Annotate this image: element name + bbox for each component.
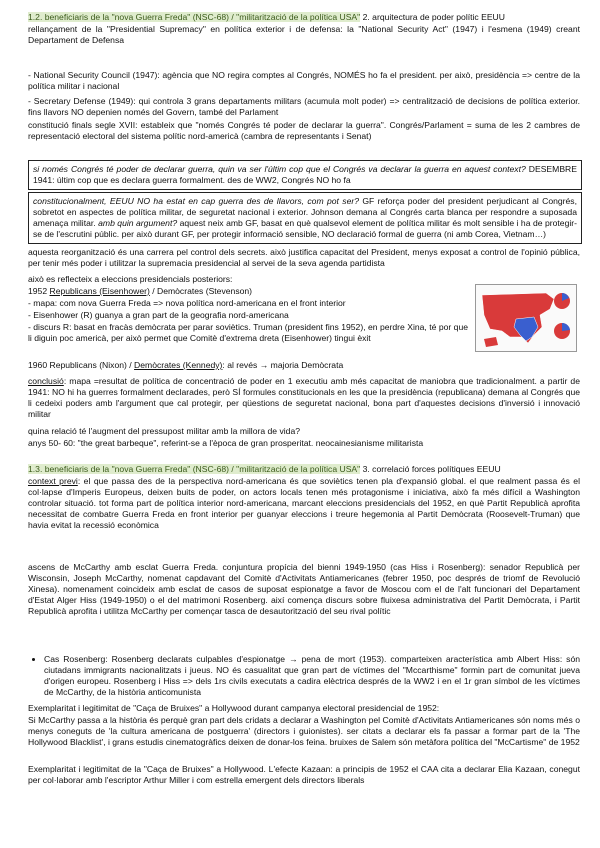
election-map-1952 xyxy=(475,284,577,352)
question-box-2: constitucionalment, EEUU NO ha estat en cap guerra des de llavors, com pot ser? GF reforça poder del president perjudicant al Congrés, sobretot en aspectes de política militar, de seguretat nacional i exterior. Johnson demana al Congrés carta blanca per respondre a suposada amenaça militar. amb quin argument? aquest neix amb GF, basat en què qualsevol element de política militar és molt sensible i ha de protegir-se de l'escrutini públic. per això durant GF, per protegir informació sensible, NO declaració formal de guerra (ni amb Corea, Vietnam…) xyxy=(28,192,582,244)
question-box-1: si només Congrés té poder de declarar guerra, quin va ser l'últim cop que el Congrés va declarar la guerra en aquest context? DESEMBRE 1941: últim cop que es declara guerra formalment. des de WW2, Congrés NO ho fa xyxy=(28,160,582,190)
hollywood-blacklist-paragraph: Si McCarthy passa a la història és perquè gran part dels cridats a declarar a Washington pel Comitè d'Activitats Antiamericanes són noms més o menys coneguts de 'la cultura americana de postguerra' (directors i guionistes). ser citats a declarar els fa passar a formar part de la 'The Hollywood Blacklist', i grans estudis cinematogràfics deixen de donar-los feina. bruixes de Salem són metàfora política del "McCartisme" de 1952 xyxy=(28,715,580,747)
bullet-discourse: - discurs R: basat en fracàs demòcrata per parar soviètics. Truman (president fins 1952), en perdre Xina, té por que li diguin poc americà, per això permet que Comitè d'extrema dreta (Eisenhower) tingui èxit xyxy=(28,322,468,343)
rosenberg-case-item: • Cas Rosenberg: Rosenberg declarats culpables d'espionatge → pena de mort (1953). comparteixen aracterística amb Albert Hiss: són ciutadans immigrants nacionalitzats i jueus. NO és casualitat que gran part de víctimes del "Mccarthisme" formin part de comunitat jueva d'origen europeu. Rosenberg i Hiss => dels 1rs civils executats a cadira elèctrica després de la WW2 i en el 1r gran símbol de les víctimes de McCarthy, de la història anticomunista xyxy=(44,654,580,698)
elections-intro: això es reflecteix a eleccions presidencials posteriors: xyxy=(28,274,233,284)
mccarthy-rise-paragraph: ascens de McCarthy amb esclat Guerra Freda. conjuntura propícia del bienni 1949-1950 (cas Hiss i Rosenberg): senador Republicà per Wisconsin, Joseph McCarthy, nomenat capdavant del Comitè d'Activitats Antiamericanes (febrer 1950, poc després de triomf de Revolució Xinesa). nomenament coincideix amb esclat de casos de suposat espionatge a favor de Moscou com el de l'alt funcionari del Departament d'Estat Alger Hiss (1949-1950) o el del matrimoni Rosenberg. així comença discurs sobre fluixesa administrativa del Partit Demòcrata, i Partit Republicà aprofita i utilitza McCarthy per començar tasca de desautorització del seu rival polític xyxy=(28,562,580,616)
secretary-defense-paragraph: - Secretary Defense (1949): qui controla 3 grans departaments militars (acumula molt poder) => centralització de decisions de política exterior. fins llavors NO depenien només del Govern, també del Parlament xyxy=(28,96,580,117)
rosenberg-bullet-list xyxy=(28,654,580,698)
conclusion-paragraph: conclusió: mapa =resultat de política de concentració de poder en 1 executiu amb més capacitat de maniobra que tradicionalment. a partir de 1941: NO hi ha guerres formalment declarades, però SÍ formules constitucionals en les que la presidència (republicana) demana al Congrés que li cedeixi poders amb l'argument que cal protegir, per qüestions de seguretat nacional, bona part d'aquestes decisions d'inversió i innovació militar xyxy=(28,376,580,419)
elections-1960-line: 1960 Republicans (Nixon) / Demòcrates (Kennedy): al revés → majoria Demòcrata xyxy=(28,360,344,370)
nsc-paragraph: - National Security Council (1947): agència que NO regira comptes al Congrés, NOMÉS ho fa el president. per això, presidència => centre de la política militar i nacional xyxy=(28,70,580,91)
kazaan-paragraph: Exemplaritat i legitimitat de la "Caça de Bruixes" a Hollywood. L'efecte Kazaan: a principis de 1952 el CAA cita a declarar Elia Kazaan, conegut per col·laborar amb l'escriptor Arthur Miller i com estrella emergent dels directors liberals xyxy=(28,764,580,785)
constitution-paragraph: constitució finals segle XVII: estableix que "només Congrés té poder de declarar la guerra". Congrés/Parlament = suma de les 2 cambres de representació electoral del sistema polític nord-americà (cambra de representants i Senat) xyxy=(28,120,580,141)
presidential-supremacy-paragraph: rellançament de la "Presidential Supremacy" en política exterior i de defensa: la "National Security Act" (1947) i l'esmena (1949) creant Departament de Defensa xyxy=(28,24,580,45)
hollywood-exemplarity-1: Exemplaritat i legitimitat de "Caça de Bruixes" a Hollywood durant campanya electoral presidencial de 1952: xyxy=(28,703,440,713)
context-previ-paragraph: context previ: el que passa des de la perspectiva nord-americana és que soviètics tenen pla d'expansió global. el que realment passa és el col·lapse d'Imperis Europeus, deixen buits de poder, on actors locals tenen més protagonisme i iniciativa, això fa més difícil a Washington controlar situació. tot forma part de política interior nord-americana, marcant eleccions presidencials del 1952, en què Partit Republicà aprofita necessitat de combatre Guerra Freda en front interior per guanyar eleccions i treure hegemonia al Partit Demòcrata (Roosevelt-Truman) que havia evitat la recessió econòmica xyxy=(28,476,580,530)
reorganization-paragraph: aquesta reorganització és una carrera pel control dels secrets. això justifica capacitat del President, menys exposat a control de l'opinió pública, per tenir més poder i utilitzar la supremacia presidencial al servei de la seva agenda partidista xyxy=(28,247,580,268)
bullet-map: - mapa: com nova Guerra Freda => nova política nord-americana en el front interior xyxy=(28,298,346,308)
elections-1952-line: 1952 Republicans (Eisenhower) / Demòcrates (Stevenson) xyxy=(28,286,253,296)
section-heading-1-3: 1.3. beneficiaris de la "nova Guerra Freda" (NSC-68) / "militarització de la política USA" 3. correlació forces polítiques EEUU xyxy=(28,464,501,474)
bullet-eisenhower: - Eisenhower (R) guanya a gran part de la geografia nord-americana xyxy=(28,310,289,320)
section-heading-1-2: 1.2. beneficiaris de la "nova Guerra Freda" (NSC-68) / "militarització de la política USA" 2. arquitectura de poder polític EEUU xyxy=(28,12,505,22)
great-barbeque-line: anys 50- 60: "the great barbeque", referint-se a l'època de gran prosperitat. neocainesianisme militarista xyxy=(28,438,424,448)
military-budget-question: quina relació té l'augment del pressupost militar amb la millora de vida? xyxy=(28,426,301,436)
